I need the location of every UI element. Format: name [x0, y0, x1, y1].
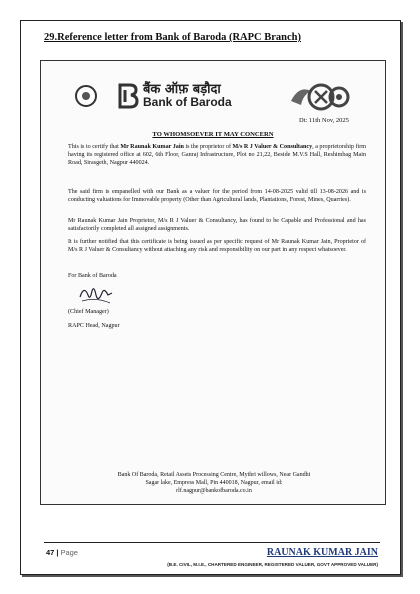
page-number: 47 | Page: [46, 548, 78, 557]
footer-rule: [44, 542, 380, 543]
paragraph-performance: Mr Raunak Kumar Jain Proprietor, M/s R J Valuer & Consultancy, has found to be Capable and Professional and has satisfactorily completed all assigned assignments.: [68, 218, 366, 232]
reference-letter: [40, 60, 386, 505]
brand-name-hindi: बैंक ऑफ़ बड़ौदा: [143, 82, 221, 97]
author-qualifications: (B.E. CIVIL, M.I.E., CHARTERED ENGINEER, REGISTERED VALUER, GOVT APPROVED VALUER): [167, 562, 378, 567]
for-bank-label: For Bank of Baroda: [68, 273, 117, 279]
bank-address: Bank Of Baroda, Retail Assets Processing Centre, Mythri willows, Near Gandhi Sagar lake, Empress Mall, Pin 440018, Nagpur, email id: rlf.nagpur@bankofbaroda.co.in: [81, 471, 347, 495]
emblem-icon: [75, 85, 97, 107]
bank-email: rlf.nagpur@bankofbaroda.co.in: [176, 488, 252, 494]
bank-logo-icon: [117, 83, 139, 109]
rapc-head-label: RAPC Head, Nagpur: [68, 323, 120, 329]
author-name: RAUNAK KUMAR JAIN: [266, 547, 378, 558]
letter-date: Dt: 11th Nov, 2025: [299, 117, 349, 124]
anniversary-badge-icon: [289, 81, 351, 113]
letter-title: TO WHOMSOEVER IT MAY CONCERN: [152, 131, 274, 138]
section-heading: 29.Reference letter from Bank of Baroda (RAPC Branch): [44, 32, 302, 43]
proprietor-name: Mr Raunak Kumar Jain: [120, 144, 184, 150]
brand-name-english: Bank of Baroda: [143, 95, 232, 109]
paragraph-certification: This is to certify that Mr Raunak Kumar Jain is the proprietor of M/s R J Valuer & Consultancy, a proprietorship firm having its registered office at 602, 6th Floor, Ganraj Infrastructure, Plot no 21,22, Beside M.V.S Hall, Reshimbag Main Road, Sirasgeth, Nagpur 440024.: [68, 144, 366, 166]
firm-name: M/s R J Valuer & Consultancy: [232, 144, 313, 150]
chief-manager-label: (Chief Manager): [68, 309, 109, 315]
paragraph-disclaimer: It is further notified that this certificate is being issued as per specific request of Mr Raunak Kumar Jain, Proprietor of M/s R J Valuer & Consultancy without attaching any risk and responsibility on our part in any respect whatsoever.: [68, 239, 366, 253]
paragraph-empanelment: The said firm is empanelled with our Bank as a valuer for the period from 14-08-2025 valid till 13-08-2026 and is conducting valuations for Immovable property (Other than Agricultural lands, Plantations, Forest, Mines, Quarries).: [68, 189, 366, 203]
signature-icon: [78, 283, 114, 307]
